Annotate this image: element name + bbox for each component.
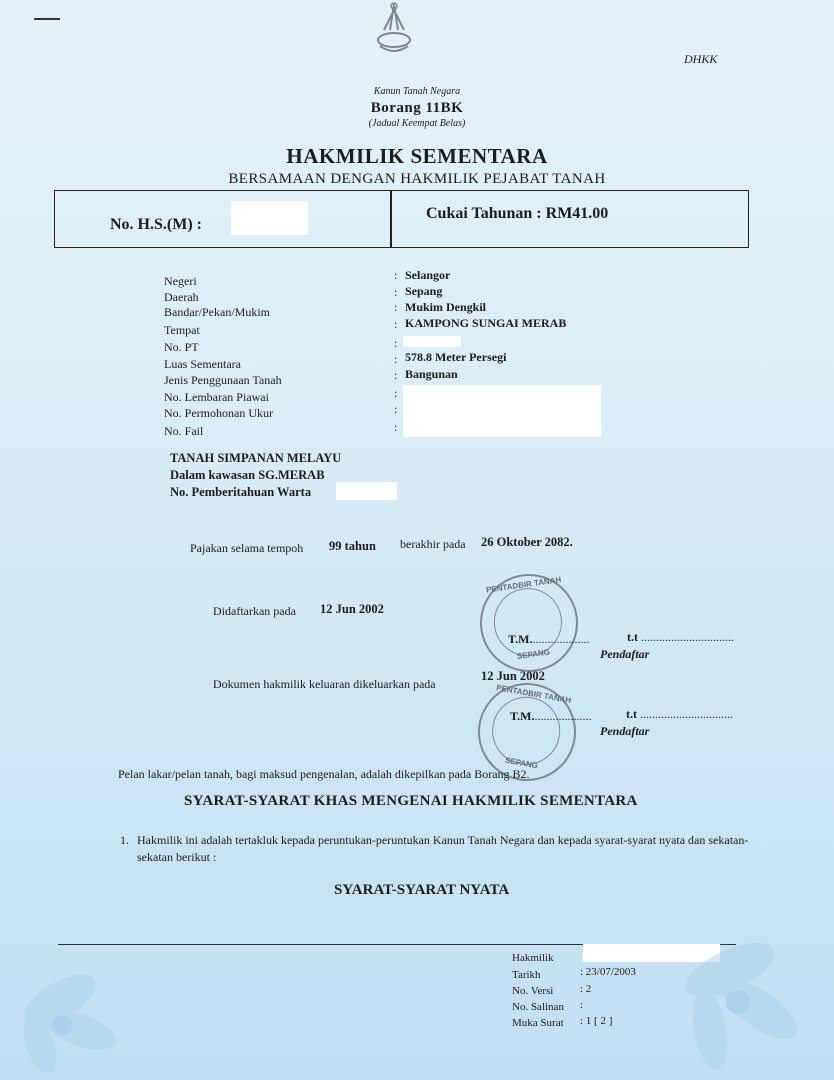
detail-value-negeri: Selangor bbox=[405, 268, 451, 282]
detail-label-jenis: Jenis Penggunaan Tanah bbox=[164, 373, 282, 387]
signature-line-1: T.M.................... bbox=[508, 632, 590, 646]
registered-prefix: Didaftarkan pada bbox=[213, 604, 296, 618]
clause-1: 1. Hakmilik ini adalah tertakluk kepada peruntukan-peruntukan Kanun Tanah Negara dan kepada syarat-syarat nyata dan sekatan-sekatan berikut : bbox=[120, 833, 749, 864]
redacted-no-pt bbox=[403, 336, 461, 347]
colon: : bbox=[394, 285, 398, 299]
lease-mid: berakhir pada bbox=[400, 537, 466, 551]
colon: : bbox=[394, 368, 398, 382]
registrar-label-1: Pendaftar bbox=[600, 647, 650, 661]
schedule-name: (Jadual Keempat Belas) bbox=[368, 118, 466, 129]
detail-label-lembaran: No. Lembaran Piawai bbox=[164, 390, 269, 404]
lease-prefix: Pajakan selama tempoh bbox=[190, 541, 304, 555]
express-conditions-heading: SYARAT-SYARAT NYATA bbox=[334, 882, 510, 898]
colon: : bbox=[394, 268, 398, 282]
document-subtitle: BERSAMAAN DENGAN HAKMILIK PEJABAT TANAH bbox=[228, 171, 606, 187]
tt-line-1: t.t ............................... bbox=[627, 630, 734, 644]
detail-value-bandar: Mukim Dengkil bbox=[405, 300, 487, 314]
signature-line-2: T.M.................... bbox=[510, 709, 592, 723]
lease-end-date: 26 Oktober 2082. bbox=[481, 535, 573, 549]
orchid-flower-icon bbox=[620, 880, 834, 1080]
stamp-seal-icon: PENTADBIR TANAH SEPANG bbox=[470, 675, 584, 789]
detail-label-daerah: Daerah bbox=[164, 290, 199, 304]
form-number: Borang 11BK bbox=[370, 100, 464, 116]
corner-mark bbox=[34, 18, 60, 20]
detail-value-luas: 578.8 Meter Persegi bbox=[405, 350, 507, 364]
plan-note: Pelan lakar/pelan tanah, bagi maksud pengenalan, adalah dikepilkan pada Borang B2. bbox=[118, 767, 530, 781]
tt-line-2: t.t ............................... bbox=[626, 707, 733, 721]
box-divider bbox=[390, 190, 392, 248]
detail-label-tempat: Tempat bbox=[164, 323, 200, 337]
detail-label-bandar: Bandar/Pekan/Mukim bbox=[164, 305, 270, 319]
detail-value-jenis: Bangunan bbox=[405, 367, 458, 381]
colon: : bbox=[394, 336, 398, 350]
footer-value-tarikh: : 23/07/2003 bbox=[580, 966, 636, 978]
registered-date: 12 Jun 2002 bbox=[320, 602, 384, 616]
detail-label-permohonan: No. Permohonan Ukur bbox=[164, 406, 273, 420]
registrar-label-2: Pendaftar bbox=[600, 724, 650, 738]
redacted-gazette-no bbox=[336, 482, 397, 500]
hs-number-label: No. H.S.(M) : bbox=[110, 216, 202, 233]
issued-prefix: Dokumen hakmilik keluaran dikeluarkan pada bbox=[213, 677, 436, 691]
footer-label-tarikh: Tarikh bbox=[512, 969, 541, 981]
reserve-line-2: Dalam kawasan SG.MERAB bbox=[170, 468, 325, 482]
redacted-details bbox=[403, 385, 601, 437]
colon: : bbox=[394, 317, 398, 331]
reserve-line-1: TANAH SIMPANAN MELAYU bbox=[170, 451, 342, 465]
crest-icon bbox=[372, 0, 416, 58]
conditions-heading: SYARAT-SYARAT KHAS MENGENAI HAKMILIK SEMENTARA bbox=[184, 793, 638, 809]
detail-value-tempat: KAMPONG SUNGAI MERAB bbox=[405, 316, 567, 330]
footer-label-hakmilik: Hakmilik bbox=[512, 952, 554, 964]
footer-value-salinan: : bbox=[580, 999, 584, 1011]
reserve-line-3: No. Pemberitahuan Warta bbox=[170, 485, 312, 499]
annual-tax: Cukai Tahunan : RM41.00 bbox=[426, 205, 609, 222]
colon: : bbox=[394, 300, 398, 314]
colon: : bbox=[394, 402, 398, 416]
detail-value-daerah: Sepang bbox=[405, 284, 443, 298]
document-title: HAKMILIK SEMENTARA bbox=[286, 144, 548, 168]
footer-value-versi: : 2 bbox=[580, 983, 592, 995]
footer-label-salinan: No. Salinan bbox=[512, 1001, 564, 1013]
footer-label-versi: No. Versi bbox=[512, 985, 554, 997]
issued-date: 12 Jun 2002 bbox=[481, 669, 545, 683]
stamp-seal-icon: PENTADBIR TANAH SEPANG bbox=[474, 568, 585, 679]
detail-label-luas: Luas Sementara bbox=[164, 357, 241, 371]
detail-label-fail: No. Fail bbox=[164, 424, 204, 438]
colon: : bbox=[394, 352, 398, 366]
detail-label-no-pt: No. PT bbox=[164, 340, 199, 354]
law-name: Kanun Tanah Negara bbox=[373, 86, 461, 97]
redacted-hs-number bbox=[231, 201, 308, 235]
document-code: DHKK bbox=[684, 52, 718, 66]
footer-label-muka-surat: Muka Surat bbox=[512, 1017, 564, 1029]
footer-value-muka-surat: : 1 [ 2 ] bbox=[580, 1015, 613, 1027]
colon: : bbox=[394, 386, 398, 400]
orchid-flower-icon bbox=[0, 900, 180, 1080]
colon: : bbox=[394, 420, 398, 434]
lease-years: 99 tahun bbox=[329, 539, 376, 553]
detail-label-negeri: Negeri bbox=[164, 274, 197, 288]
